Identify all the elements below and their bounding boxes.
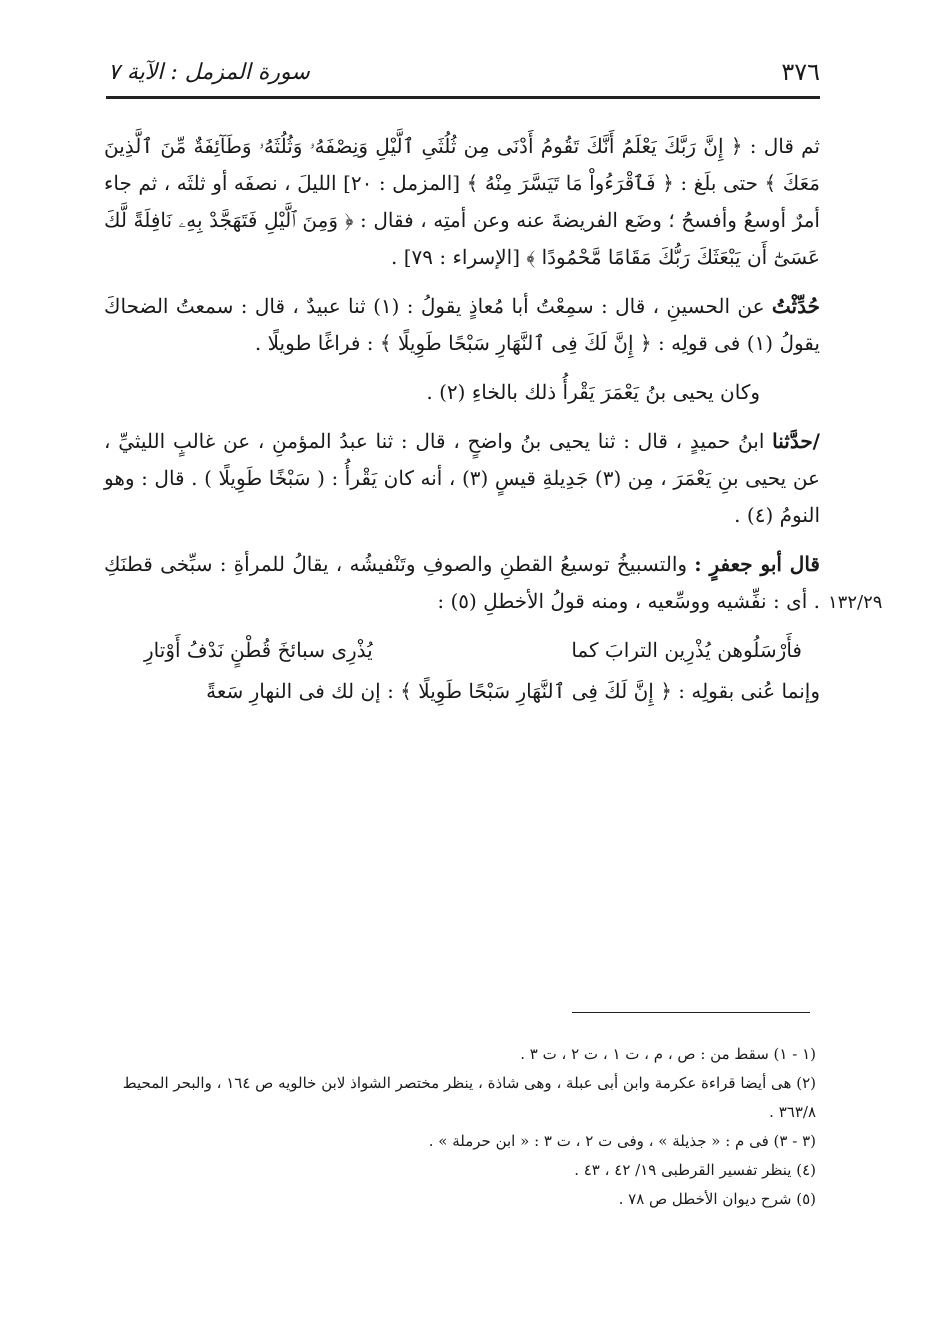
running-title: سورة المزمل : الآية ٧ (108, 59, 310, 85)
page-header (108, 50, 820, 94)
paragraph-lead: /حدَّثنا (772, 429, 820, 453)
paragraph-5 (104, 546, 820, 620)
verse-hemistich-1: فأَرْسَلُوهن يُذْرِين الترابَ كما (571, 638, 802, 662)
paragraph-text: وكان يحيى بنُ يَعْمَرَ يَقْرأُ ذلك بالخاءِ (٢) . (426, 380, 760, 404)
verse-hemistich-2: يُذْرِى سبائخَ قُطْنٍ نَدْفُ أَوْتارِ (144, 638, 373, 662)
footnote-3: (٣ - ٣) فى م : « جذيلة » ، وفى ت ٢ ، ت ٣ : « ابن حرملة » . (428, 1132, 816, 1150)
paragraph-text: عن الحسينِ ، قال : سمِعْتُ أبا مُعاذٍ يقولُ : (١) ثنا عبيدٌ ، قال : سمعتُ الضحاكَ يقولُ (١) فى قولِه : ﴿ إِنَّ لَكَ فِى ٱلنَّهَارِ سَبْحًا طَوِيلًا ﴾ : فراغًا طويلًا . (104, 294, 820, 355)
footnote-2: (٢) هى أيضا قراءة عكرمة وابن أبى عبلة ، وهى شاذة ، ينظر مختصر الشواذ لابن خالويه ص ١٦٤ ، والبحر المحيط ٣٦٣/٨ . (122, 1074, 816, 1121)
paragraph-text: ثم قال : ﴿ إِنَّ رَبَّكَ يَعْلَمُ أَنَّكَ تَقُومُ أَدْنَى مِن ثُلُثَىِ ٱلَّيْلِ وَنِصْفَهُۥ وَثُلُثَهُۥ وَطَآئِفَةٌ مِّنَ ٱلَّذِينَ مَعَكَ ﴾ حتى بلَغ : ﴿ فَٱقْرَءُواْ مَا تَيَسَّرَ مِنْهُ ﴾ [المزمل : ٢٠] الليلَ ، نصفَه أو ثلثَه ، ثم جاء أمرٌ أوسعُ وأفسحُ ؛ وضَع الفريضةَ عنه وعن أمتِه ، فقال : ﴿ وَمِنَ ٱلَّيْلِ فَتَهَجَّدْ بِهِۦ نَافِلَةً لَّكَ عَسَىٰٓ أَن يَبْعَثَكَ رَبُّكَ مَقَامًا مَّحْمُودًا ﴾ [الإسراء : ٧٩] . (104, 134, 820, 269)
paragraph-4 (104, 423, 820, 534)
header-rule (106, 96, 820, 99)
paragraph-2 (104, 288, 820, 362)
margin-reference: ١٣٢/٢٩ (828, 592, 883, 613)
paragraph-text: ابنُ حميدٍ ، قال : ثنا يحيى بنُ واضحٍ ، قال : ثنا عبدُ المؤمنِ ، عن غالبٍ الليثيِّ ، عن يحيى بنِ يَعْمَرَ ، مِن (٣) جَدِيلةِ قيسٍ (٣) ، أنه كان يَقْرأُ : ( سَبْخًا طَوِيلًا ) . قال : وهو النومُ (٤) . (104, 429, 820, 527)
paragraph-lead: حُدِّثْتُ (771, 294, 820, 318)
closing-line: وإنما عُنى بقولِه : ﴿ إِنَّ لَكَ فِى ٱلنَّهَارِ سَبْحًا طَوِيلًا ﴾ : إن لك فى النهارِ سَعةً (206, 679, 820, 703)
footnotes (104, 1040, 816, 1214)
footnote-rule (572, 1012, 810, 1013)
paragraph-text: والتسبيخُ توسيعُ القطنِ والصوفِ وتَنْفيشُه ، يقالُ للمرأةِ : سبِّخى قطنَكِ . أى : نفِّشيه ووسِّعيه ، ومنه قولُ الأخطلِ (٥) : (104, 552, 820, 613)
footnote-1: (١ - ١) سقط من : ص ، م ، ت ١ ، ت ٢ ، ت ٣ . (520, 1045, 816, 1063)
paragraph-3 (104, 374, 820, 411)
paragraph-1 (104, 128, 820, 276)
poetry-verse (104, 632, 820, 669)
page-number: ٣٧٦ (781, 58, 820, 86)
paragraph-lead: قال أبو جعفرٍ : (694, 552, 820, 576)
footnote-5: (٥) شرح ديوان الأخطل ص ٧٨ . (618, 1190, 816, 1208)
main-text (104, 128, 820, 722)
footnote-4: (٤) ينظر تفسير القرطبى ١٩/ ٤٢ ، ٤٣ . (574, 1161, 816, 1179)
